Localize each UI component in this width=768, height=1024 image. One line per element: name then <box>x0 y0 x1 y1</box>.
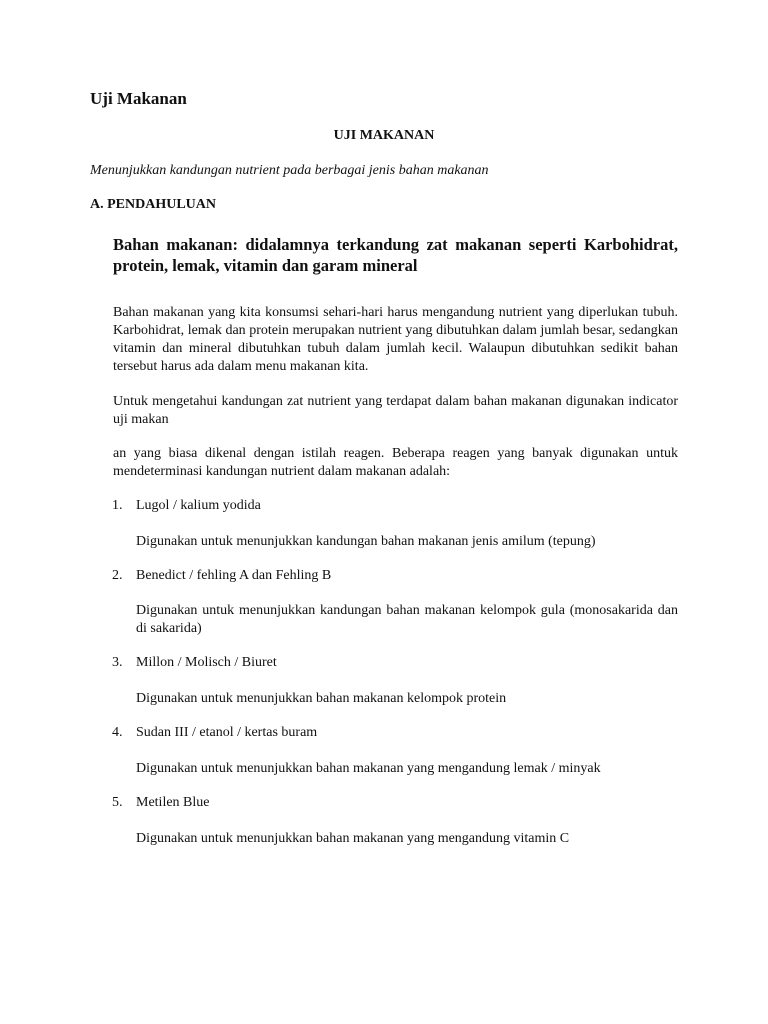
document-subtitle: Menunjukkan kandungan nutrient pada berbagai jenis bahan makanan <box>90 163 489 178</box>
paragraph: Bahan makanan yang kita konsumsi sehari-hari harus mengandung nutrient yang diperlukan tubuh. Karbohidrat, lemak dan protein merupakan nutrient yang dibutuhkan dalam jumlah besar, sedangkan vitamin dan mineral dibutuhkan tubuh dalam jumlah kecil. Walaupun dibutuhkan sedikit bahan tersebut harus ada dalam menu makanan kita. <box>113 305 678 374</box>
paragraph: Untuk mengetahui kandungan zat nutrient yang terdapat dalam bahan makanan digunakan indicator uji makan <box>113 394 678 427</box>
item-number: 5. <box>112 795 123 810</box>
item-name: Millon / Molisch / Biuret <box>136 655 277 670</box>
item-number: 1. <box>112 498 123 513</box>
paragraph: an yang biasa dikenal dengan istilah reagen. Beberapa reagen yang banyak digunakan untuk mendeterminasi kandungan nutrient dalam makanan adalah: <box>113 446 678 479</box>
document-title: Uji Makanan <box>90 89 187 108</box>
item-name: Metilen Blue <box>136 795 210 810</box>
item-description: Digunakan untuk menunjukkan bahan makanan yang mengandung vitamin C <box>136 831 570 846</box>
item-number: 3. <box>112 655 123 670</box>
item-number: 4. <box>112 725 123 740</box>
item-description: Digunakan untuk menunjukkan kandungan bahan makanan kelompok gula (monosakarida dan di sakarida) <box>136 603 678 636</box>
document-heading: UJI MAKANAN <box>333 128 435 143</box>
item-description: Digunakan untuk menunjukkan bahan makanan yang mengandung lemak / minyak <box>136 761 601 776</box>
lead-statement: Bahan makanan: didalamnya terkandung zat makanan seperti Karbohidrat, protein, lemak, vitamin dan garam mineral <box>113 235 678 275</box>
item-name: Lugol / kalium yodida <box>136 498 261 513</box>
section-heading: A. PENDAHULUAN <box>90 197 216 212</box>
item-name: Sudan III / etanol / kertas buram <box>136 725 318 740</box>
item-description: Digunakan untuk menunjukkan kandungan bahan makanan jenis amilum (tepung) <box>136 534 596 549</box>
item-name: Benedict / fehling A dan Fehling B <box>136 568 332 583</box>
item-description: Digunakan untuk menunjukkan bahan makanan kelompok protein <box>136 691 507 706</box>
item-number: 2. <box>112 568 123 583</box>
